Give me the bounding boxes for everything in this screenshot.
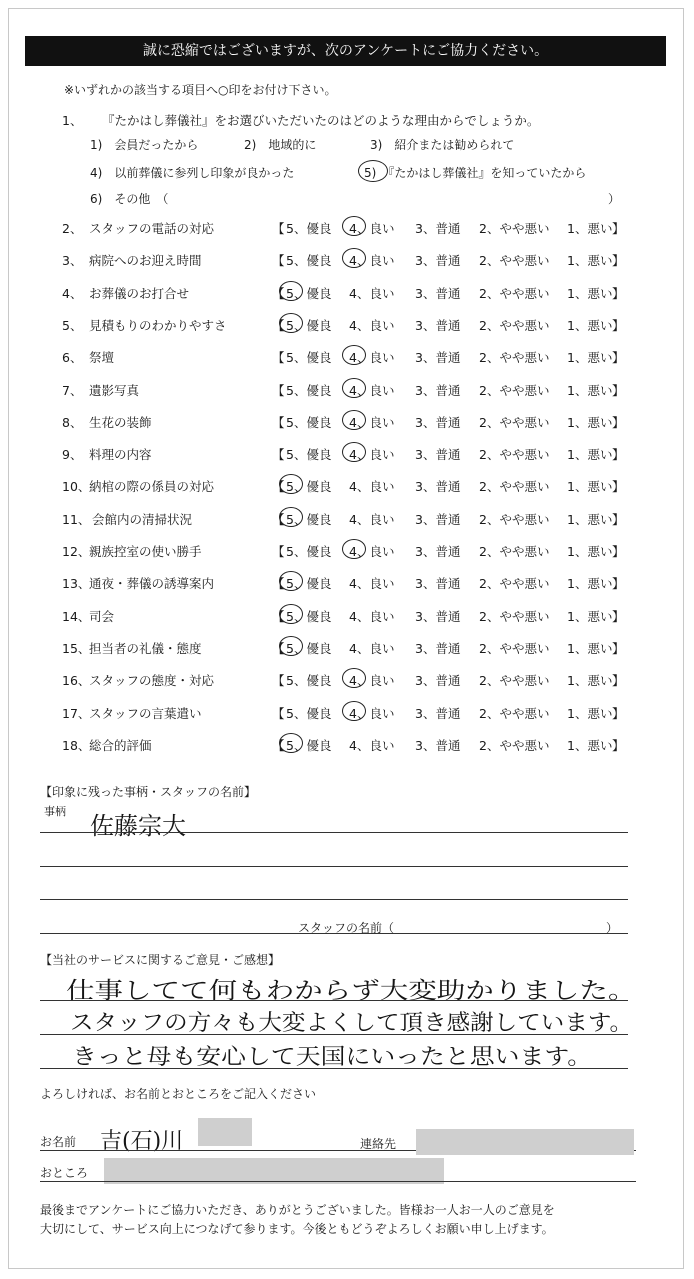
- scale-option-4[interactable]: 4、良い: [349, 544, 395, 559]
- scale-close-bracket: 】: [612, 350, 625, 365]
- scale-option-1[interactable]: 1、悪い: [567, 350, 613, 365]
- question-number: 4、: [62, 286, 83, 301]
- scale-option-5[interactable]: 5、優良: [286, 350, 332, 365]
- staff-name-close: ）: [606, 921, 619, 935]
- scale-option-5[interactable]: 5、優良: [286, 447, 332, 462]
- question-text: 通夜・葬儀の誘導案内: [89, 576, 215, 591]
- question-number: 7、: [62, 383, 83, 398]
- scale-option-4[interactable]: 4、良い: [349, 447, 395, 462]
- scale-option-1[interactable]: 1、悪い: [567, 415, 613, 430]
- scale-option-2[interactable]: 2、やや悪い: [479, 576, 550, 591]
- reason-option-3: 3) 紹介または勧められて: [370, 138, 515, 152]
- scale-option-4[interactable]: 4、良い: [349, 286, 395, 301]
- scale-option-3[interactable]: 3、普通: [415, 415, 461, 430]
- scale-open-bracket: 【: [272, 415, 285, 430]
- opinion-line-2: スタッフの方々も大変よくして頂き感謝しています。: [70, 1011, 634, 1036]
- question-text: 担当者の礼儀・態度: [89, 641, 202, 656]
- scale-close-bracket: 】: [612, 415, 625, 430]
- question-number: 5、: [62, 318, 83, 333]
- scale-option-3[interactable]: 3、普通: [415, 479, 461, 494]
- question-text: 納棺の際の係員の対応: [89, 479, 215, 494]
- scale-option-1[interactable]: 1、悪い: [567, 383, 613, 398]
- question-text: 見積もりのわかりやすさ: [89, 318, 227, 333]
- question-text: 司会: [89, 609, 115, 624]
- opinion-heading: 【当社のサービスに関するご意見・ご感想】: [40, 953, 281, 967]
- scale-option-5[interactable]: 5、優良: [286, 641, 332, 656]
- scale-option-4[interactable]: 4、良い: [349, 576, 395, 591]
- scale-option-5[interactable]: 5、優良: [286, 738, 332, 753]
- scale-close-bracket: 】: [612, 286, 625, 301]
- selected-rating-circle: [279, 281, 303, 301]
- scale-close-bracket: 】: [612, 706, 625, 721]
- scale-close-bracket: 】: [612, 383, 625, 398]
- survey-title-banner: 誠に恐縮ではございますが、次のアンケートにご協力ください。: [25, 36, 666, 66]
- question-number: 16、: [62, 673, 91, 688]
- scale-option-5[interactable]: 5、優良: [286, 512, 332, 527]
- scale-close-bracket: 】: [612, 544, 625, 559]
- scale-option-5[interactable]: 5、優良: [286, 609, 332, 624]
- scale-option-2[interactable]: 2、やや悪い: [479, 253, 550, 268]
- reason-option-6: 6) その他 （: [90, 192, 169, 206]
- contact-number-label: 連絡先: [360, 1137, 397, 1151]
- scale-option-5[interactable]: 5、優良: [286, 576, 332, 591]
- scale-open-bracket: 【: [272, 447, 285, 462]
- selected-rating-circle: [279, 507, 303, 527]
- scale-open-bracket: 【: [272, 383, 285, 398]
- selected-rating-circle: [342, 378, 366, 398]
- scale-option-1[interactable]: 1、悪い: [567, 221, 613, 236]
- scale-option-3[interactable]: 3、普通: [415, 318, 461, 333]
- scale-option-2[interactable]: 2、やや悪い: [479, 447, 550, 462]
- name-redaction: [198, 1118, 252, 1146]
- scale-open-bracket: 【: [272, 673, 285, 688]
- scale-open-bracket: 【: [272, 641, 285, 656]
- opinion-rule-2: [40, 1034, 628, 1035]
- impression-heading: 【印象に残った事柄・スタッフの名前】: [40, 785, 257, 799]
- impression-label: 事柄: [44, 805, 66, 818]
- question-text: スタッフの態度・対応: [89, 673, 215, 688]
- scale-option-5[interactable]: 5、優良: [286, 479, 332, 494]
- question-text: 総合的評価: [89, 738, 152, 753]
- selected-rating-circle: [342, 701, 366, 721]
- scale-close-bracket: 】: [612, 673, 625, 688]
- selected-rating-circle: [342, 345, 366, 365]
- scale-close-bracket: 】: [612, 576, 625, 591]
- reason-option-1: 1) 会員だったから: [90, 138, 199, 152]
- scale-option-5[interactable]: 5、優良: [286, 544, 332, 559]
- question-number: 17、: [62, 706, 91, 721]
- scale-option-3[interactable]: 3、普通: [415, 286, 461, 301]
- scale-option-5[interactable]: 5、優良: [286, 318, 332, 333]
- question-number: 8、: [62, 415, 83, 430]
- scale-option-2[interactable]: 2、やや悪い: [479, 415, 550, 430]
- contact-number-redaction: [416, 1129, 634, 1155]
- selected-rating-circle: [279, 733, 303, 753]
- question-number: 6、: [62, 350, 83, 365]
- scale-option-1[interactable]: 1、悪い: [567, 286, 613, 301]
- scale-option-3[interactable]: 3、普通: [415, 706, 461, 721]
- question-number: 10、: [62, 479, 91, 494]
- selected-rating-circle: [342, 410, 366, 430]
- scale-option-3[interactable]: 3、普通: [415, 576, 461, 591]
- scale-open-bracket: 【: [272, 512, 285, 527]
- address-label: おところ: [40, 1166, 89, 1180]
- question-text: 病院へのお迎え時間: [89, 253, 202, 268]
- scale-option-3[interactable]: 3、普通: [415, 383, 461, 398]
- scale-option-4[interactable]: 4、良い: [349, 641, 395, 656]
- scale-option-5[interactable]: 5、優良: [286, 253, 332, 268]
- scale-option-5[interactable]: 5、優良: [286, 286, 332, 301]
- selected-rating-circle: [342, 248, 366, 268]
- question-number: 9、: [62, 447, 83, 462]
- scale-option-1[interactable]: 1、悪い: [567, 253, 613, 268]
- scale-close-bracket: 】: [612, 512, 625, 527]
- scale-close-bracket: 】: [612, 738, 625, 753]
- scale-open-bracket: 【: [272, 738, 285, 753]
- scale-open-bracket: 【: [272, 479, 285, 494]
- reason-option-4: 4) 以前葬儀に参列し印象が良かった: [90, 166, 295, 180]
- scale-option-2[interactable]: 2、やや悪い: [479, 383, 550, 398]
- scale-option-1[interactable]: 1、悪い: [567, 706, 613, 721]
- scale-option-3[interactable]: 3、普通: [415, 512, 461, 527]
- scale-option-2[interactable]: 2、やや悪い: [479, 738, 550, 753]
- question-number: 18、: [62, 738, 91, 753]
- scale-option-2[interactable]: 2、やや悪い: [479, 221, 550, 236]
- scale-option-1[interactable]: 1、悪い: [567, 673, 613, 688]
- scale-option-3[interactable]: 3、普通: [415, 544, 461, 559]
- scale-option-4[interactable]: 4、良い: [349, 350, 395, 365]
- reason-option-5: 5) 『たかはし葬儀社』を知っていたから: [364, 166, 587, 180]
- scale-option-2[interactable]: 2、やや悪い: [479, 544, 550, 559]
- scale-close-bracket: 】: [612, 609, 625, 624]
- scale-option-1[interactable]: 1、悪い: [567, 576, 613, 591]
- scale-option-3[interactable]: 3、普通: [415, 673, 461, 688]
- scale-option-3[interactable]: 3、普通: [415, 641, 461, 656]
- opinion-rule-3: [40, 1068, 628, 1069]
- selected-rating-circle: [279, 571, 303, 591]
- scale-close-bracket: 】: [612, 318, 625, 333]
- scale-option-4[interactable]: 4、良い: [349, 609, 395, 624]
- question-text: 祭壇: [89, 350, 115, 365]
- scale-option-4[interactable]: 4、良い: [349, 673, 395, 688]
- contact-prompt: よろしければ、お名前とおところをご記入ください: [40, 1087, 317, 1101]
- opinion-line-3: きっと母も安心して天国にいったと思います。: [72, 1045, 593, 1070]
- question-text: 遺影写真: [89, 383, 140, 398]
- scale-option-1[interactable]: 1、悪い: [567, 544, 613, 559]
- address-line: [40, 1181, 636, 1182]
- scale-option-3[interactable]: 3、普通: [415, 221, 461, 236]
- staff-name-label: スタッフの名前（: [298, 921, 395, 935]
- opinion-rule-1: [40, 1000, 628, 1001]
- scale-option-1[interactable]: 1、悪い: [567, 641, 613, 656]
- name-label: お名前: [40, 1135, 77, 1149]
- scale-open-bracket: 【: [272, 318, 285, 333]
- scale-option-1[interactable]: 1、悪い: [567, 738, 613, 753]
- scale-close-bracket: 】: [612, 447, 625, 462]
- selected-rating-circle: [279, 604, 303, 624]
- scale-option-3[interactable]: 3、普通: [415, 350, 461, 365]
- scale-option-2[interactable]: 2、やや悪い: [479, 479, 550, 494]
- scale-option-4[interactable]: 4、良い: [349, 512, 395, 527]
- scale-option-3[interactable]: 3、普通: [415, 447, 461, 462]
- scale-open-bracket: 【: [272, 576, 285, 591]
- scale-option-4[interactable]: 4、良い: [349, 253, 395, 268]
- scale-close-bracket: 】: [612, 479, 625, 494]
- scale-close-bracket: 】: [612, 253, 625, 268]
- name-handwritten: 吉(石)川: [100, 1129, 184, 1154]
- scale-option-4[interactable]: 4、良い: [349, 738, 395, 753]
- scale-option-4[interactable]: 4、良い: [349, 706, 395, 721]
- scale-open-bracket: 【: [272, 706, 285, 721]
- scale-open-bracket: 【: [272, 544, 285, 559]
- scale-option-5[interactable]: 5、優良: [286, 673, 332, 688]
- impression-handwritten: 佐藤宗大: [90, 812, 186, 840]
- scale-option-1[interactable]: 1、悪い: [567, 447, 613, 462]
- question-number: 3、: [62, 253, 83, 268]
- scale-option-2[interactable]: 2、やや悪い: [479, 512, 550, 527]
- scale-open-bracket: 【: [272, 253, 285, 268]
- scale-option-5[interactable]: 5、優良: [286, 221, 332, 236]
- reason-number: 1、: [62, 113, 83, 128]
- question-number: 11、: [62, 512, 91, 527]
- scale-close-bracket: 】: [612, 641, 625, 656]
- scale-option-4[interactable]: 4、良い: [349, 318, 395, 333]
- question-text: スタッフの電話の対応: [89, 221, 215, 236]
- scale-option-3[interactable]: 3、普通: [415, 738, 461, 753]
- impression-line-2: [40, 866, 628, 867]
- question-text: 生花の装飾: [89, 415, 152, 430]
- reason-option-6-close: ）: [608, 192, 621, 206]
- scale-option-5[interactable]: 5、優良: [286, 706, 332, 721]
- selected-rating-circle: [279, 636, 303, 656]
- scale-close-bracket: 】: [612, 221, 625, 236]
- scale-option-3[interactable]: 3、普通: [415, 609, 461, 624]
- instruction-text: ※いずれかの該当する項目へ○印をお付け下さい。: [64, 83, 337, 97]
- scale-option-2[interactable]: 2、やや悪い: [479, 706, 550, 721]
- scale-option-5[interactable]: 5、優良: [286, 383, 332, 398]
- selected-rating-circle: [342, 216, 366, 236]
- question-text: 料理の内容: [89, 447, 152, 462]
- reason-question: 『たかはし葬儀社』をお選びいただいたのはどのような理由からでしょうか。: [102, 113, 540, 128]
- opinion-line-1: 仕事してて何もわからず大変助かりました。: [66, 978, 637, 1004]
- selected-rating-circle: [342, 539, 366, 559]
- scale-option-2[interactable]: 2、やや悪い: [479, 286, 550, 301]
- scale-option-1[interactable]: 1、悪い: [567, 512, 613, 527]
- scale-option-1[interactable]: 1、悪い: [567, 609, 613, 624]
- question-number: 15、: [62, 641, 91, 656]
- staff-name-line: [40, 933, 628, 934]
- scale-option-2[interactable]: 2、やや悪い: [479, 609, 550, 624]
- question-number: 12、: [62, 544, 91, 559]
- footer-line-1: 最後までアンケートにご協力いただき、ありがとうございました。皆様お一人お一人のご意見を: [40, 1203, 555, 1217]
- selected-rating-circle: [342, 668, 366, 688]
- scale-option-4[interactable]: 4、良い: [349, 479, 395, 494]
- scale-open-bracket: 【: [272, 221, 285, 236]
- footer-line-2: 大切にして、サービス向上につなげて参ります。今後ともどうぞよろしくお願い申し上げます。: [40, 1222, 554, 1236]
- question-text: 親族控室の使い勝手: [89, 544, 202, 559]
- scale-option-4[interactable]: 4、良い: [349, 221, 395, 236]
- selected-rating-circle: [342, 442, 366, 462]
- reason-selected-circle: [358, 160, 388, 182]
- impression-line-1: [40, 832, 628, 833]
- question-text: 会館内の清掃状況: [92, 512, 193, 527]
- question-number: 2、: [62, 221, 83, 236]
- scale-option-1[interactable]: 1、悪い: [567, 479, 613, 494]
- scale-open-bracket: 【: [272, 350, 285, 365]
- scale-open-bracket: 【: [272, 609, 285, 624]
- scale-open-bracket: 【: [272, 286, 285, 301]
- scale-option-5[interactable]: 5、優良: [286, 415, 332, 430]
- scale-option-4[interactable]: 4、良い: [349, 383, 395, 398]
- scale-option-4[interactable]: 4、良い: [349, 415, 395, 430]
- scale-option-2[interactable]: 2、やや悪い: [479, 350, 550, 365]
- scale-option-2[interactable]: 2、やや悪い: [479, 673, 550, 688]
- scale-option-1[interactable]: 1、悪い: [567, 318, 613, 333]
- scale-option-2[interactable]: 2、やや悪い: [479, 641, 550, 656]
- selected-rating-circle: [279, 313, 303, 333]
- selected-rating-circle: [279, 474, 303, 494]
- question-text: お葬儀のお打合せ: [89, 286, 190, 301]
- reason-option-2: 2) 地域的に: [244, 138, 317, 152]
- scale-option-3[interactable]: 3、普通: [415, 253, 461, 268]
- scale-option-2[interactable]: 2、やや悪い: [479, 318, 550, 333]
- question-text: スタッフの言葉遣い: [89, 706, 202, 721]
- impression-line-3: [40, 899, 628, 900]
- question-number: 14、: [62, 609, 91, 624]
- question-number: 13、: [62, 576, 91, 591]
